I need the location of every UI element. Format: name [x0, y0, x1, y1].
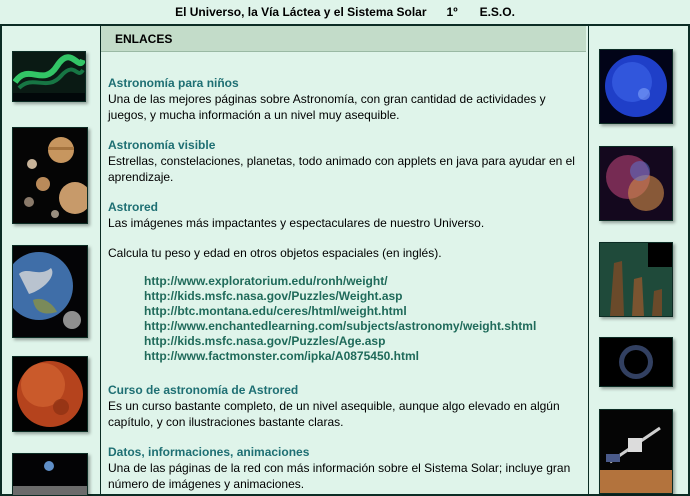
- entry-title-link[interactable]: Astronomía para niños: [108, 76, 239, 90]
- right-image-column: [589, 26, 688, 494]
- section-title: ENLACES: [101, 26, 586, 52]
- link-entry: [108, 75, 578, 123]
- entry-description: Es un curso bastante completo, de un nivel asequible, aunque algo elevado en algún capítulo, y con ilustraciones bastante claras.: [108, 399, 560, 429]
- weight-link[interactable]: http://www.factmonster.com/ipka/A0875450.html: [144, 349, 419, 363]
- mars-eclipse-image: [12, 356, 88, 432]
- link-entry: [108, 382, 578, 430]
- links-panel: [101, 26, 588, 494]
- left-image-column: [2, 26, 100, 494]
- satellite-image: [599, 409, 673, 494]
- entry-title-link[interactable]: Astronomía visible: [108, 138, 216, 152]
- entry-description: Estrellas, constelaciones, planetas, todo animado con applets en java para ayudar en el aprendizaje.: [108, 154, 575, 184]
- page-title: El Universo, la Vía Láctea y el Sistema Solar: [175, 5, 427, 19]
- entry-description: Las imágenes más impactantes y espectaculares de nuestro Universo.: [108, 216, 485, 230]
- sun-blue-image: [599, 49, 673, 124]
- entry-title-link[interactable]: Astrored: [108, 200, 159, 214]
- earth-moon-image: [12, 245, 88, 338]
- pillars-of-creation-image: [599, 242, 673, 317]
- weight-link[interactable]: http://www.exploratorium.edu/ronh/weight/: [144, 274, 388, 288]
- level-label: E.S.O.: [479, 5, 515, 19]
- earthrise-image: [12, 453, 88, 496]
- age-link[interactable]: http://kids.msfc.nasa.gov/Puzzles/Age.asp: [144, 334, 386, 348]
- entry-title-link[interactable]: Curso de astronomía de Astrored: [108, 383, 299, 397]
- aurora-image: [12, 51, 86, 102]
- weight-link[interactable]: http://www.enchantedlearning.com/subjects/astronomy/weight.shtml: [144, 319, 537, 333]
- link-entry: [108, 137, 578, 185]
- entry-description: Una de las mejores páginas sobre Astronomía, con gran cantidad de actividades y juegos, y mucha información a un nivel muy asequible.: [108, 92, 546, 122]
- nebula-image: [599, 146, 673, 221]
- link-entry: [108, 444, 578, 492]
- grade-label: 1º: [446, 5, 458, 19]
- weight-link[interactable]: http://btc.montana.edu/ceres/html/weight.html: [144, 304, 407, 318]
- entry-description: Una de las páginas de la red con más información sobre el Sistema Solar; incluye gran número de imágenes y animaciones.: [108, 461, 571, 491]
- weight-link[interactable]: http://kids.msfc.nasa.gov/Puzzles/Weight.asp: [144, 289, 403, 303]
- solar-eclipse-image: [599, 337, 673, 387]
- link-entry: [108, 199, 578, 231]
- solar-system-planets-image: [12, 127, 88, 224]
- entry-title-link[interactable]: Datos, informaciones, animaciones: [108, 445, 310, 459]
- weight-links-list: [144, 274, 578, 364]
- page-header: [0, 0, 690, 26]
- weight-intro-text: Calcula tu peso y edad en otros objetos espaciales (en inglés).: [108, 246, 442, 260]
